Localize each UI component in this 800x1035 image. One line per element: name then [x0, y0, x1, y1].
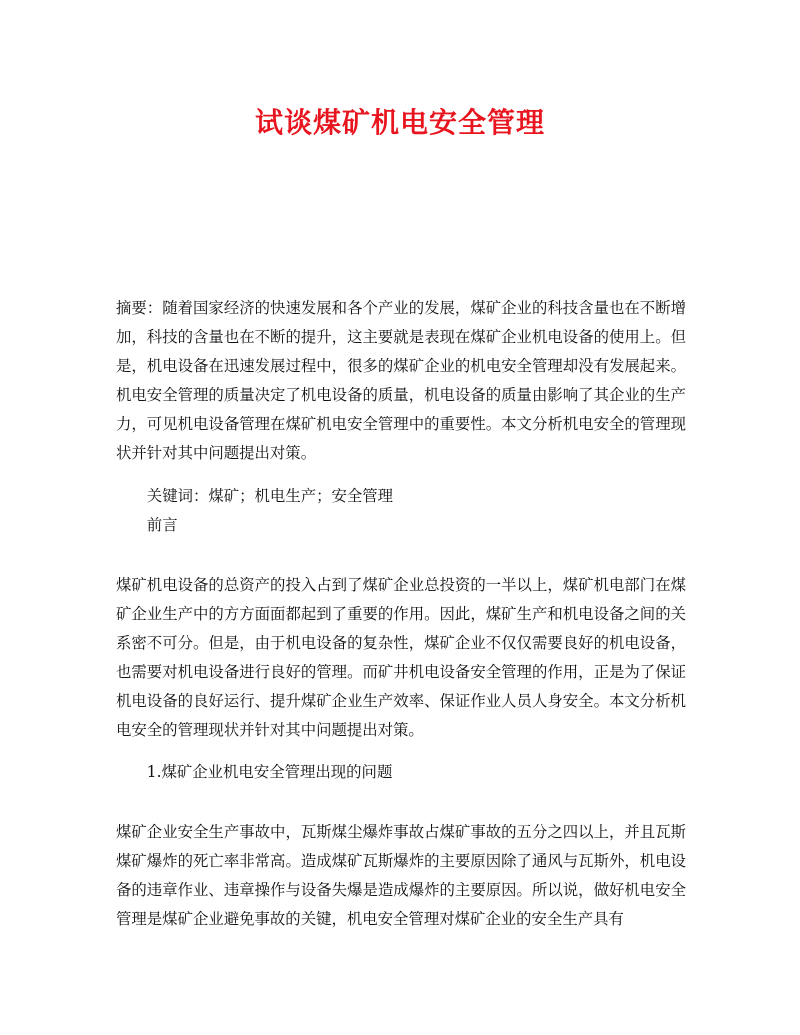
- keywords-line: [116, 482, 686, 511]
- abstract-paragraph: [116, 294, 686, 468]
- section-1-heading-text: 1.煤矿企业机电安全管理出现的问题: [146, 763, 393, 781]
- section-1-paragraph: [116, 818, 686, 934]
- preface-heading-text: 前言: [146, 516, 178, 534]
- keywords-text: 关键词：煤矿；机电生产；安全管理: [146, 487, 394, 505]
- section-1-text: 煤矿企业安全生产事故中，瓦斯煤尘爆炸事故占煤矿事故的五分之四以上，并且瓦斯煤矿爆炸的死亡率非常高。造成煤矿瓦斯爆炸的主要原因除了通风与瓦斯外，机电设备的违章作业、违章操作与设备失爆是造成爆炸的主要原因。所以说，做好机电安全管理是煤矿企业避免事故的关键，机电安全管理对煤矿企业的安全生产具有: [116, 823, 686, 928]
- section-1-heading: [116, 758, 686, 787]
- document-title: 试谈煤矿机电安全管理: [254, 106, 545, 139]
- intro-text: 煤矿机电设备的总资产的投入占到了煤矿企业总投资的一半以上，煤矿机电部门在煤矿企业生产中的方方面面都起到了重要的作用。因此，煤矿生产和机电设备之间的关系密不可分。但是，由于机电设备的复杂性，煤矿企业不仅仅需要良好的机电设备，也需要对机电设备进行良好的管理。而矿井机电设备安全管理的作用，正是为了保证机电设备的良好运行、提升煤矿企业生产效率、保证作业人员人身安全。本文分析机电安全的管理现状并针对其中问题提出对策。: [116, 576, 686, 739]
- intro-paragraph: [116, 571, 686, 745]
- abstract-text: 摘要：随着国家经济的快速发展和各个产业的发展，煤矿企业的科技含量也在不断增加，科技的含量也在不断的提升，这主要就是表现在煤矿企业机电设备的使用上。但是，机电设备在迅速发展过程中，很多的煤矿企业的机电安全管理却没有发展起来。机电安全管理的质量决定了机电设备的质量，机电设备的质量由影响了其企业的生产力，可见机电设备管理在煤矿机电安全管理中的重要性。本文分析机电安全的管理现状并针对其中问题提出对策。: [116, 299, 686, 462]
- preface-heading: [116, 511, 686, 540]
